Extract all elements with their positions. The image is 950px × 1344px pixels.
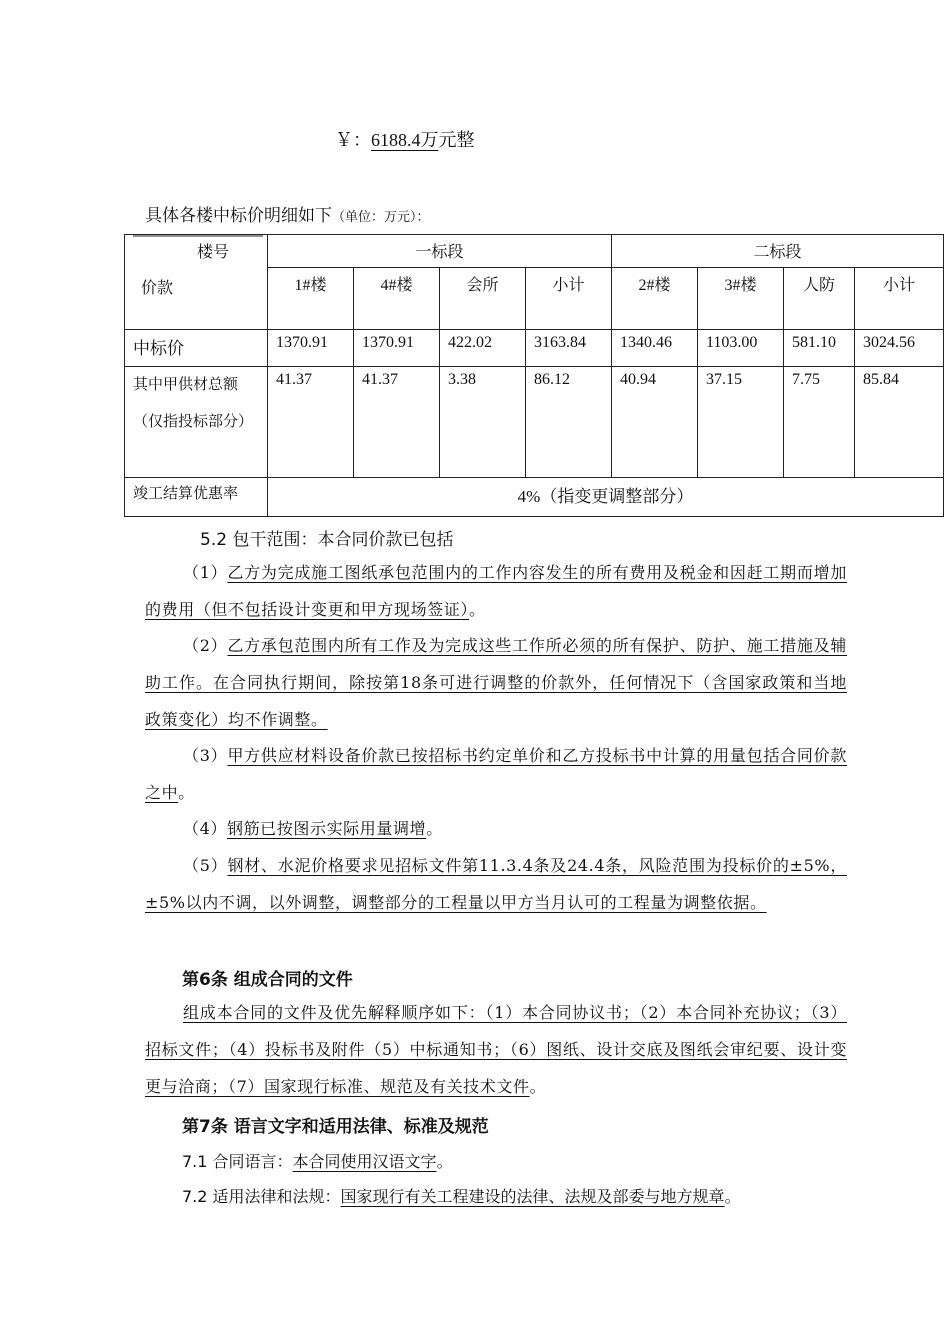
table-cell: 1103.00 (698, 330, 784, 367)
col-header: 小计 (526, 268, 612, 330)
table-cell: 85.84 (855, 367, 944, 478)
scope-item-2 (145, 627, 847, 738)
table-cell: 7.75 (784, 367, 855, 478)
item-number: （1） (183, 563, 228, 582)
item-end: 。 (469, 600, 486, 619)
scope-item-3 (145, 737, 847, 811)
corner-top-label: 楼号 (197, 244, 230, 261)
item-number: （3） (183, 746, 228, 765)
intro-text: 具体各楼中标价明细如下 (145, 206, 332, 226)
table-cell: 37.15 (698, 367, 784, 478)
table-cell: 41.37 (354, 367, 440, 478)
item-text: 甲方供应材料设备价款已按招标书约定单价和乙方投标书中计算的用量包括合同价款之中 (145, 746, 848, 802)
article-6-text (145, 994, 847, 1105)
scope-item-1 (145, 554, 847, 628)
col-header: 人防 (784, 268, 855, 330)
table-cell: 3.38 (440, 367, 526, 478)
table-cell: 581.10 (784, 330, 855, 367)
item-number: （4） (183, 819, 227, 838)
item-end: 。 (178, 783, 195, 802)
col-header: 3#楼 (698, 268, 784, 330)
table-cell: 1370.91 (354, 330, 440, 367)
total-suffix: 元整 (438, 130, 475, 150)
section-7-1-end: 。 (436, 1152, 453, 1171)
item-text: 乙方承包范围内所有工作及为完成这些工作所必须的所有保护、防护、施工措施及辅助工作。在合同执行期间，除按第18条可进行调整的价款外，任何情况下（含国家政策和当地政策变化）均不作调整。 (145, 636, 848, 729)
col-header: 1#楼 (268, 268, 354, 330)
table-cell: 1340.46 (612, 330, 698, 367)
table-cell: 86.12 (526, 367, 612, 478)
scope-item-5 (145, 847, 847, 921)
item-text: 乙方为完成施工图纸承包范围内的工作内容发生的所有费用及税金和因赶工期而增加的费用（但不包括设计变更和甲方现场签证） (145, 563, 848, 619)
section-7-2-end: 。 (724, 1187, 741, 1206)
section-7-2 (182, 1184, 741, 1207)
section-5-2-text: 本合同价款已包括 (317, 530, 454, 550)
total-prefix: ￥： (335, 130, 371, 150)
section-header-1: 一标段 (268, 235, 612, 268)
table-cell: 422.02 (440, 330, 526, 367)
article-6-title: 第6条 组成合同的文件 (182, 970, 353, 990)
item-text: 钢筋已按图示实际用量调增 (226, 819, 427, 838)
item-end: 。 (426, 819, 443, 838)
intro-unit: （单位：万元）： (332, 210, 430, 225)
row-label: 其中甲供材总额（仅指投标部分） (125, 367, 268, 478)
row-label: 中标价 (125, 330, 268, 367)
table-row (125, 367, 944, 478)
item-number: （2） (183, 636, 228, 655)
section-7-2-label: 7.2 适用法律和法规： (182, 1187, 341, 1206)
section-header-2: 二标段 (612, 235, 944, 268)
section-5-2-title: 5.2 包干范围： (200, 530, 318, 550)
total-amount: 6188.4万 (371, 130, 439, 150)
scope-item-4 (145, 810, 847, 847)
table-intro (145, 201, 430, 226)
col-header: 4#楼 (354, 268, 440, 330)
section-7-2-text: 国家现行有关工程建设的法律、法规及部委与地方规章 (340, 1187, 725, 1206)
contract-total (335, 126, 475, 152)
col-header: 小计 (855, 268, 944, 330)
discount-value: 4%（指变更调整部分） (268, 478, 944, 517)
row-label: 竣工结算优惠率 (125, 478, 268, 517)
table-cell: 3163.84 (526, 330, 612, 367)
table-cell: 40.94 (612, 367, 698, 478)
section-7-1-text: 本合同使用汉语文字 (292, 1152, 437, 1171)
item-number: （5） (183, 856, 228, 875)
section-5-2 (200, 525, 453, 550)
col-header: 会所 (440, 268, 526, 330)
table-row (125, 330, 944, 367)
table-corner-cell (125, 235, 268, 330)
item-text: 钢材、水泥价格要求见招标文件第11.3.4条及24.4条，风险范围为投标价的±5%，±5%以内不调，以外调整，调整部分的工程量以甲方当月认可的工程量为调整依据。 (145, 856, 847, 912)
table-row (125, 478, 944, 517)
table-cell: 41.37 (268, 367, 354, 478)
section-7-1 (182, 1149, 453, 1172)
col-header: 2#楼 (612, 268, 698, 330)
corner-bottom-label: 价款 (141, 280, 174, 297)
bid-price-table (124, 234, 944, 517)
article-6-end: 。 (529, 1077, 547, 1096)
article-6-body: 组成本合同的文件及优先解释顺序如下：（1）本合同协议书；（2）本合同补充协议；（3）招标文件；（4）投标书及附件（5）中标通知书；（6）图纸、设计交底及图纸会审纪要、设计变更与洽商；（7）国家现行标准、规范及有关技术文件 (145, 1003, 847, 1096)
article-7-title: 第7条 语言文字和适用法律、标准及规范 (182, 1117, 489, 1137)
table-cell: 1370.91 (268, 330, 354, 367)
table-cell: 3024.56 (855, 330, 944, 367)
section-7-1-label: 7.1 合同语言： (182, 1152, 293, 1171)
